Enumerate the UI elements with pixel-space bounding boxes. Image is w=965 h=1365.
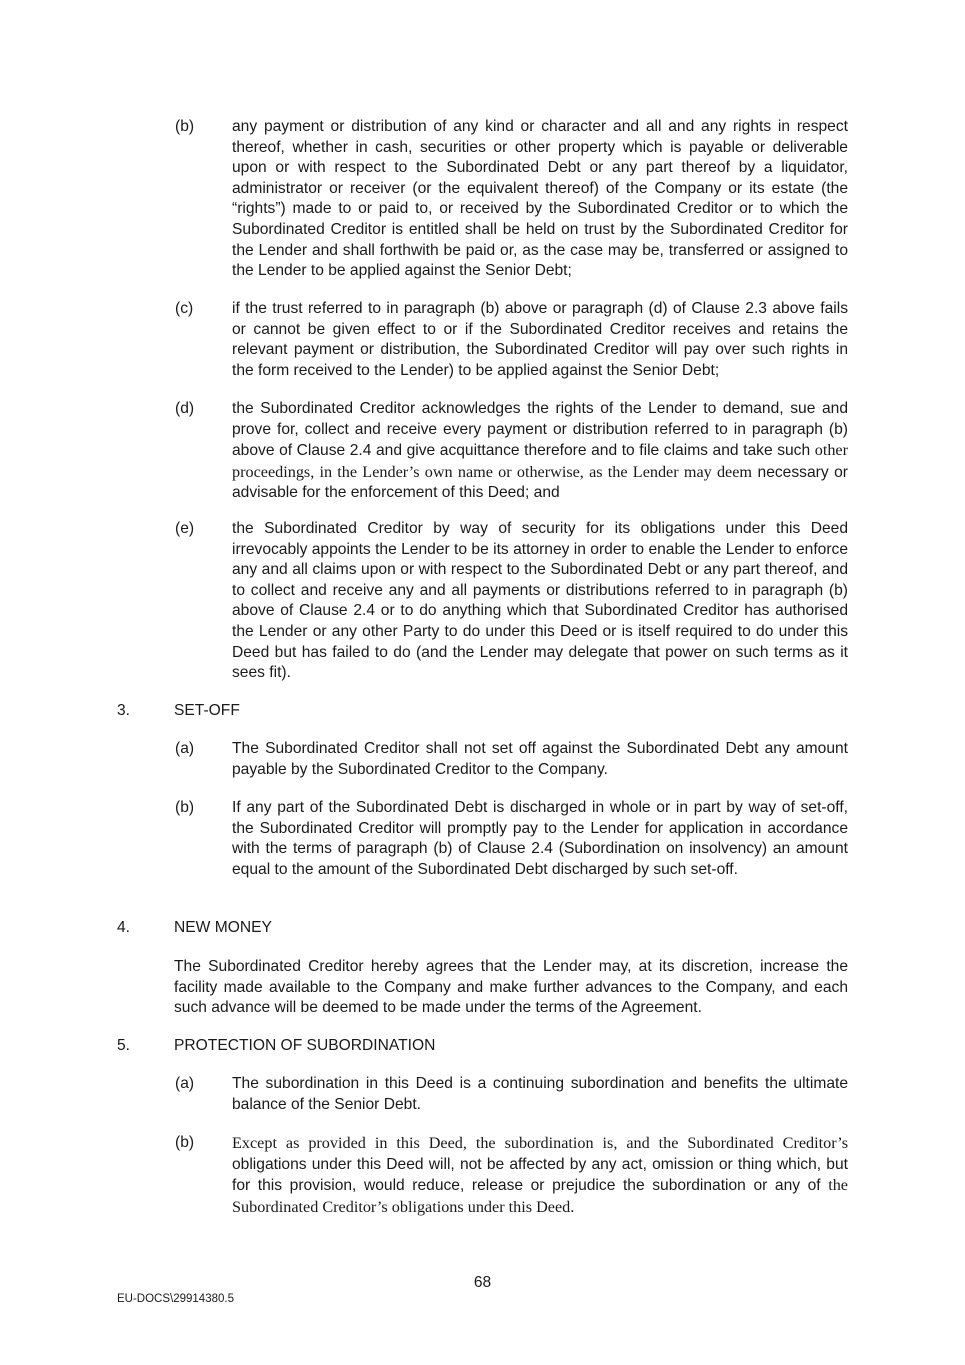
paragraph-text: the Subordinated Creditor by way of security for its obligations under this Deed irrevocably appoints the Lender to be its attorney in order to enable the Lender to enforce any and all claims upon or with respect to the Subordinated Debt or any part thereof, and to collect and receive any and all payments or distributions referred to in paragraph (b) above of Clause 2.4 or to do anything which that Subordinated Creditor has authorised the Lender or any other Party to do under this Deed or is itself required to do under this Deed but has failed to do (and the Lender may delegate that power on such terms as it sees fit). [232, 520, 848, 682]
set-off-paragraph-b [175, 798, 848, 880]
text-run-serif: Except as provided in this Deed, the subordination is, and the Subordinated Creditor’s [232, 1134, 848, 1152]
section-number: 5. [117, 1037, 131, 1054]
paragraph-label: (b) [175, 118, 195, 135]
text-run-serif: the Subordinated Creditor’s obligations under this Deed. [232, 1176, 848, 1216]
paragraph-text: The Subordinated Creditor shall not set off against the Subordinated Debt any amount payable by the Subordinated Creditor to the Company. [232, 740, 848, 778]
section-heading-set-off [117, 701, 857, 722]
paragraph-label: (a) [175, 740, 195, 757]
protection-paragraph-a [175, 1074, 848, 1115]
paragraph-label: (c) [175, 300, 194, 317]
paragraph-label: (b) [175, 1134, 195, 1151]
paragraph-label: (e) [175, 520, 195, 537]
text-run: the Subordinated Creditor acknowledges the rights of the Lender to demand, sue and prove for, collect and receive every payment or distribution referred to in paragraph (b) above of Clause 2.4 and give acquittance therefore and to file claims and take such [232, 400, 848, 460]
paragraph-b [175, 117, 848, 282]
protection-paragraph-b [175, 1133, 848, 1218]
paragraph-text [232, 399, 848, 504]
paragraph-text [232, 1133, 848, 1218]
section-title: SET-OFF [174, 702, 240, 719]
paragraph-d [175, 399, 848, 504]
paragraph-c [175, 299, 848, 381]
document-reference: EU-DOCS\29914380.5 [117, 1293, 234, 1305]
paragraph-text: The subordination in this Deed is a continuing subordination and benefits the ultimate balance of the Senior Debt. [232, 1075, 848, 1113]
paragraph-e [175, 519, 848, 684]
section-number: 4. [117, 919, 131, 936]
section-title: PROTECTION OF SUBORDINATION [174, 1037, 436, 1054]
paragraph-text: any payment or distribution of any kind or character and all and any rights in respect thereof, whether in cash, securities or other property which is payable or deliverable upon or with respect to the Subordinated Debt or any part thereof by a liquidator, administrator or receiver (or the equivalent thereof) of the Company or its estate (the “rights”) made to or paid to, or received by the Subordinated Creditor or to which the Subordinated Creditor is entitled shall be held on trust by the Subordinated Creditor for the Lender and shall forthwith be paid or, as the case may be, transferred or assigned to the Lender to be applied against the Senior Debt; [232, 118, 848, 280]
paragraph-label: (b) [175, 799, 195, 816]
text-run: obligations under this Deed will, not be affected by any act, omission or thing which, but for this provision, would reduce, release or prejudice the subordination or any of [232, 1155, 848, 1195]
section-heading-new-money [117, 918, 857, 939]
section-number: 3. [117, 702, 131, 719]
paragraph-label: (d) [175, 400, 195, 417]
page-number: 68 [473, 1274, 492, 1291]
paragraph-text: If any part of the Subordinated Debt is discharged in whole or in part by way of set-off, the Subordinated Creditor will promptly pay to the Lender for application in accordance with the terms of paragraph (b) of Clause 2.4 (Subordination on insolvency) an amount equal to the amount of the Subordinated Debt discharged by such set-off. [232, 799, 848, 878]
set-off-paragraph-a [175, 739, 848, 780]
section-heading-protection [117, 1036, 857, 1057]
paragraph-label: (a) [175, 1075, 195, 1092]
text-run: necessary or advisable for the enforcement of this Deed; and [232, 463, 848, 502]
paragraph-text: if the trust referred to in paragraph (b) above or paragraph (d) of Clause 2.3 above fails or cannot be given effect to or if the Subordinated Creditor receives and retains the relevant payment or distribution, the Subordinated Creditor will pay over such rights in the form received to the Lender) to be applied against the Senior Debt; [232, 300, 848, 379]
new-money-text: The Subordinated Creditor hereby agrees that the Lender may, at its discretion, increase the facility made available to the Company and make further advances to the Company, and each such advance will be deemed to be made under the terms of the Agreement. [174, 958, 848, 1017]
section-title: NEW MONEY [174, 919, 272, 936]
text-run-serif: other proceedings, in the Lender’s own name or otherwise, as the Lender may deem [232, 441, 848, 481]
